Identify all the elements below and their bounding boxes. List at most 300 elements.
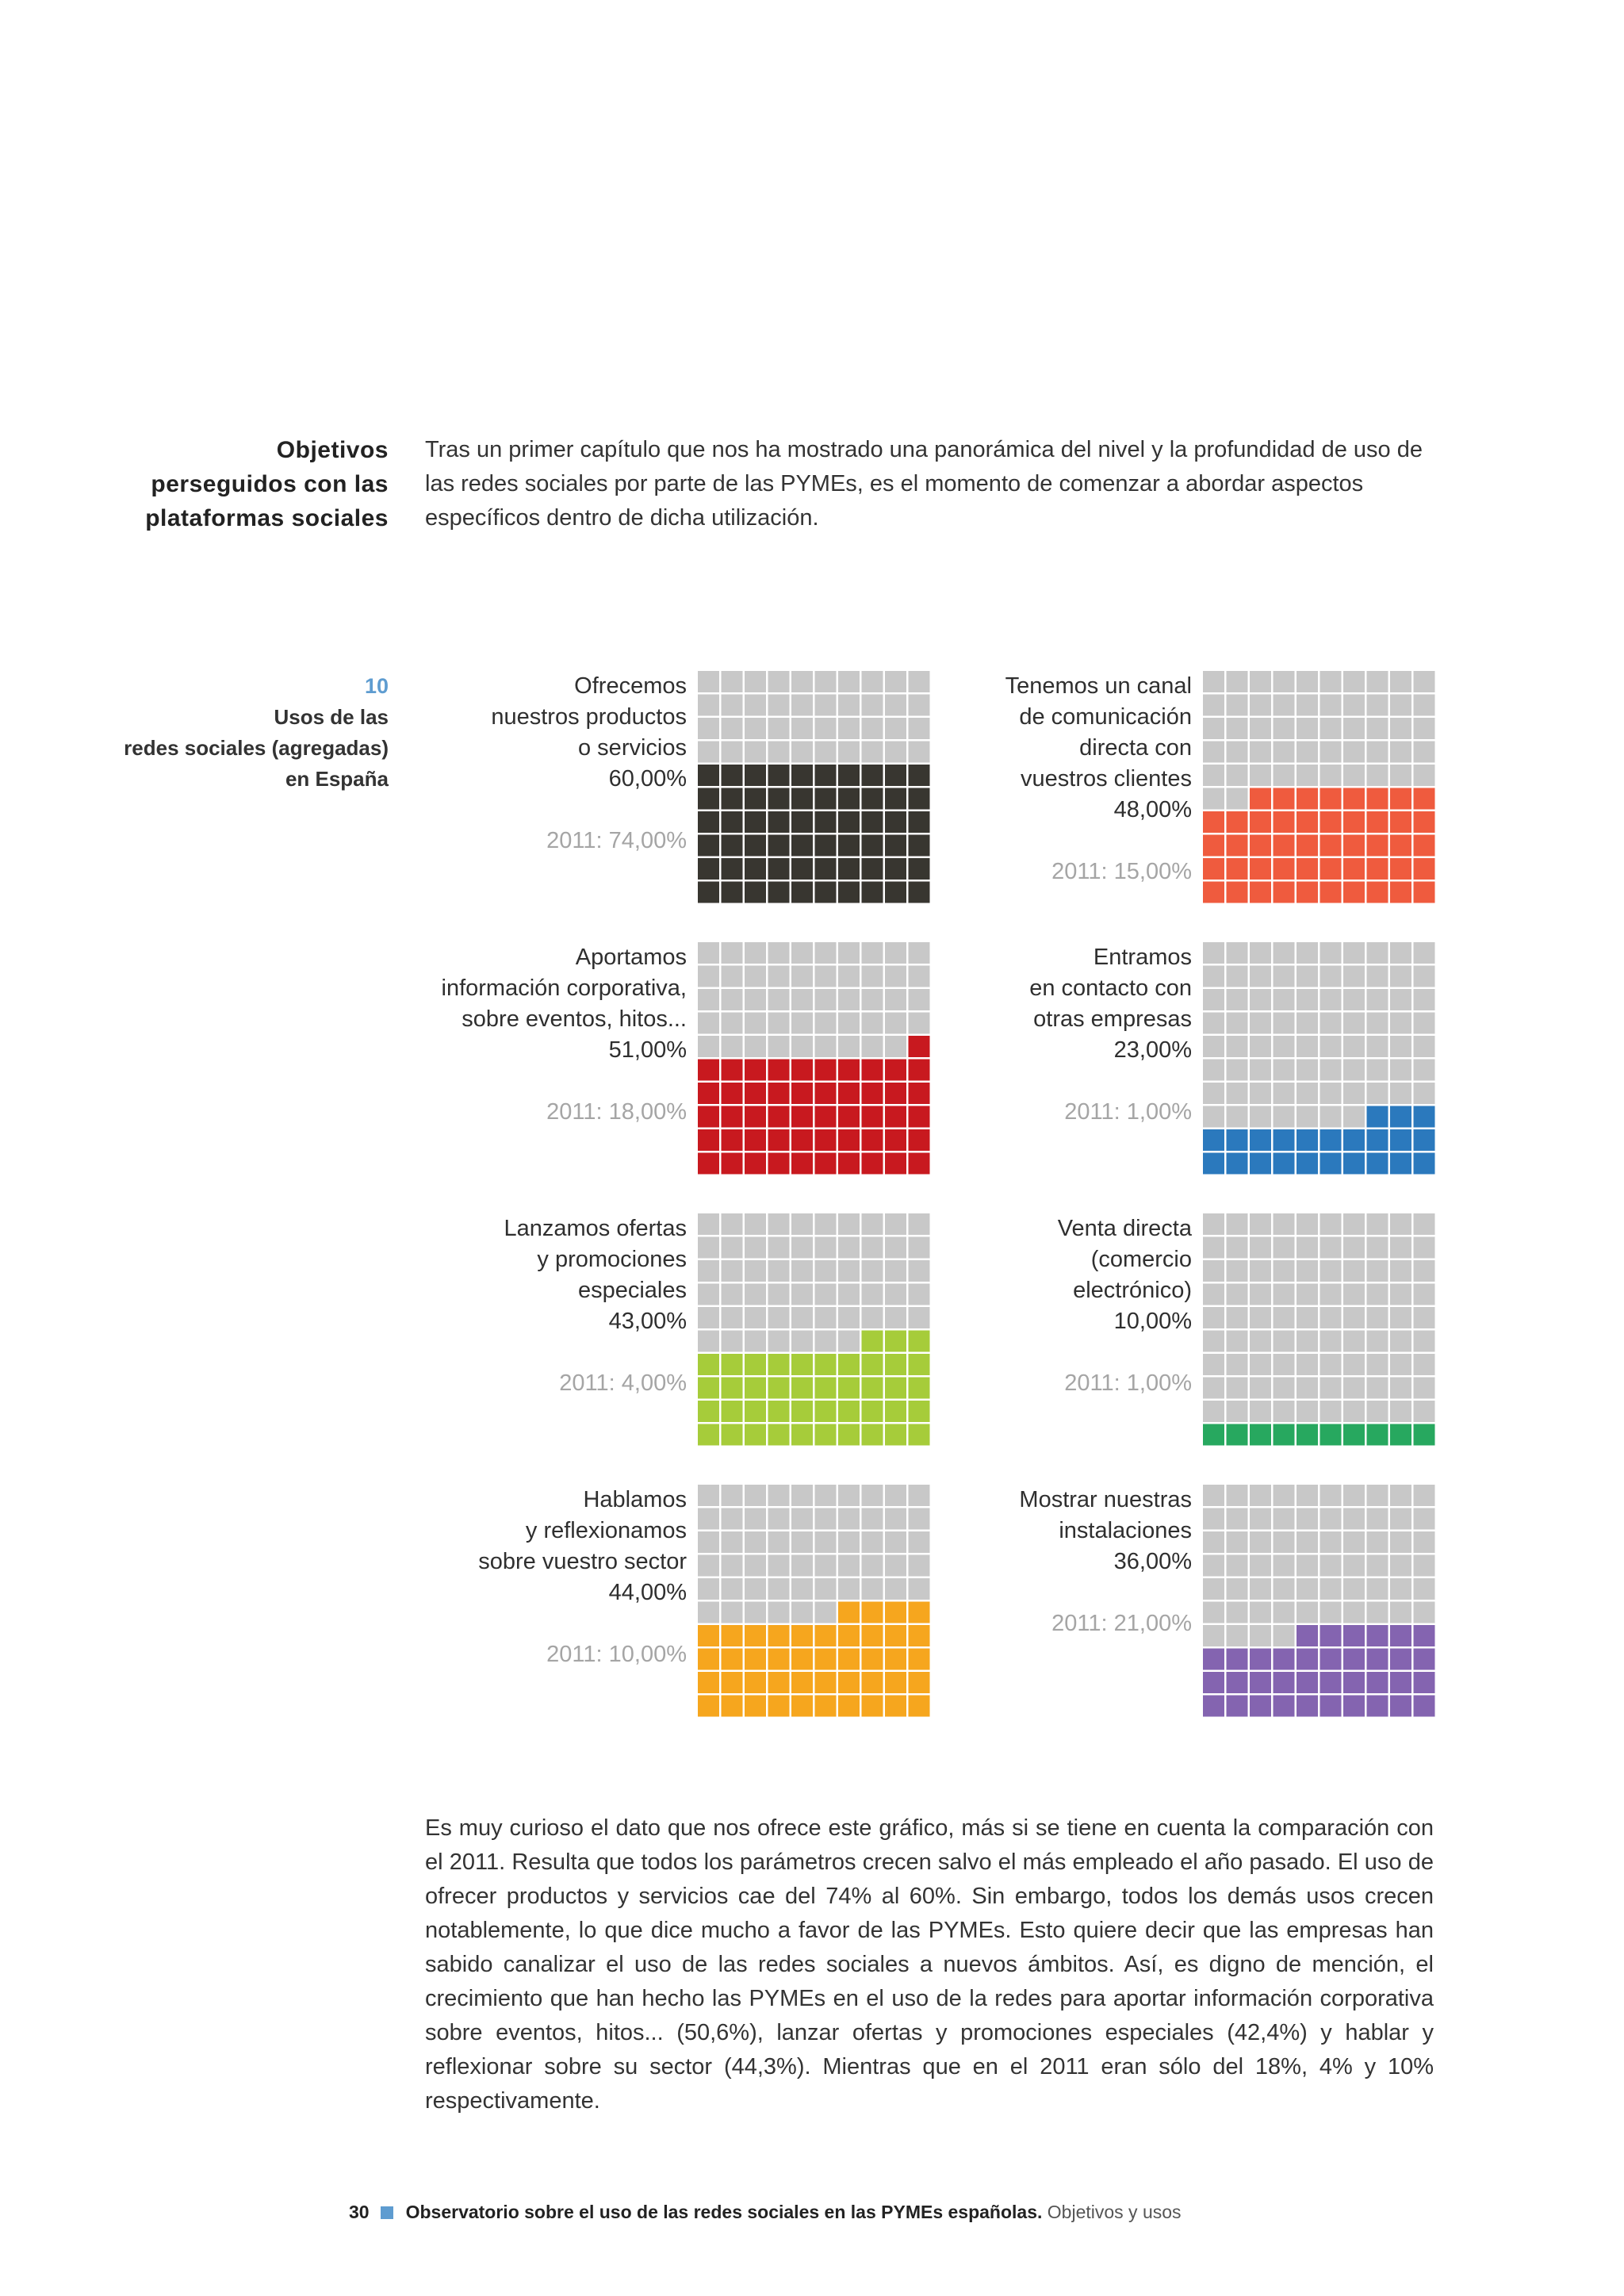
waffle-cell-filled xyxy=(885,1153,906,1175)
waffle-cell-filled xyxy=(838,1354,860,1375)
waffle-cell-empty xyxy=(745,966,766,987)
waffle-cell-filled xyxy=(1367,1129,1388,1151)
panel-label-line: electrónico) xyxy=(1073,1278,1192,1303)
waffle-cell-empty xyxy=(698,1213,719,1235)
waffle-cell-filled xyxy=(745,1696,766,1717)
publication-title: Observatorio sobre el uso de las redes sociales en las PYMEs españolas. xyxy=(405,2202,1043,2222)
waffle-cell-empty xyxy=(1227,966,1248,987)
waffle-cell-filled xyxy=(791,1060,813,1081)
waffle-cell-filled xyxy=(722,1153,743,1175)
waffle-cell-filled xyxy=(745,1649,766,1670)
waffle-cell-filled xyxy=(815,1060,837,1081)
waffle-cell-filled xyxy=(815,1401,837,1422)
waffle-cell-empty xyxy=(1274,1602,1295,1623)
waffle-cell-empty xyxy=(1320,1555,1342,1577)
waffle-cell-filled xyxy=(1390,1696,1411,1717)
waffle-cell-filled xyxy=(698,1649,719,1670)
waffle-cell-empty xyxy=(791,966,813,987)
waffle-cell-empty xyxy=(1203,1331,1224,1352)
waffle-cell-empty xyxy=(791,1555,813,1577)
waffle-cell-filled xyxy=(722,1672,743,1693)
waffle-cell-empty xyxy=(909,942,930,964)
waffle-cell-empty xyxy=(909,1260,930,1282)
waffle-cell-filled xyxy=(1414,1649,1435,1670)
body-paragraph: Es muy curioso el dato que nos ofrece este gráfico, más si se tiene en cuenta la comparación con el 2011. Resulta que todos los parámetros crecen salvo el más empleado el año pasado. El uso de ofrecer productos y servicios cae del 74% al 60%. Sin embargo, todos los demás usos crecen notablemente, lo que dice mucho a favor de las PYMEs. Esto quiere decir que las empresas han sabido canalizar el uso de las redes sociales a nuevos ámbitos. Así, es digno de mención, el crecimiento que han hecho las PYMEs en el uso de la redes para aportar información corporativa sobre eventos, hitos... (50,6%), lanzar ofertas y promociones especiales (42,4%) y hablar y reflexionar sobre su sector (44,3%). Mientras que en el 2011 eran sólo del 18%, 4% y 10% respectivamente. xyxy=(425,1815,1434,2114)
waffle-cell-empty xyxy=(1203,1625,1224,1646)
waffle-cell-empty xyxy=(815,1331,837,1352)
waffle-cell-empty xyxy=(1414,1354,1435,1375)
waffle-cell-filled xyxy=(698,882,719,903)
waffle-cell-empty xyxy=(815,1237,837,1259)
waffle-cell-filled xyxy=(745,882,766,903)
waffle-cell-empty xyxy=(1414,1237,1435,1259)
waffle-cell-filled xyxy=(1250,1696,1271,1717)
waffle-cell-empty xyxy=(1343,1508,1365,1530)
waffle-cell-empty xyxy=(838,695,860,716)
waffle-cell-empty xyxy=(745,1013,766,1034)
waffle-cell-empty xyxy=(791,1013,813,1034)
waffle-cell-empty xyxy=(791,742,813,763)
waffle-cell-empty xyxy=(745,1508,766,1530)
waffle-cell-empty xyxy=(909,671,930,692)
waffle-cell-filled xyxy=(745,1378,766,1399)
waffle-cell-empty xyxy=(698,1555,719,1577)
waffle-cell-filled xyxy=(909,1036,930,1057)
waffle-cell-empty xyxy=(862,695,883,716)
waffle-cell-empty xyxy=(815,1531,837,1553)
waffle-cell-filled xyxy=(815,1696,837,1717)
waffle-cell-empty xyxy=(885,1013,906,1034)
waffle-cell-empty xyxy=(1414,1013,1435,1034)
waffle-cell-filled xyxy=(1390,1153,1411,1175)
waffle-cell-empty xyxy=(1227,1625,1248,1646)
waffle-cell-empty xyxy=(1367,1485,1388,1506)
waffle-cell-filled xyxy=(745,1129,766,1151)
waffle-cell-empty xyxy=(722,1578,743,1600)
waffle-cell-filled xyxy=(1390,788,1411,810)
waffle-cell-empty xyxy=(1297,989,1318,1010)
waffle-cell-empty xyxy=(1390,765,1411,786)
waffle-cell-filled xyxy=(698,1354,719,1375)
waffle-cell-empty xyxy=(862,942,883,964)
waffle-cell-empty xyxy=(1274,695,1295,716)
waffle-cell-empty xyxy=(722,1284,743,1305)
waffle-cell-filled xyxy=(862,835,883,857)
waffle-cell-filled xyxy=(815,858,837,880)
waffle-cell-empty xyxy=(909,1531,930,1553)
waffle-cell-empty xyxy=(745,1485,766,1506)
waffle-cell-filled xyxy=(1297,1129,1318,1151)
waffle-cell-filled xyxy=(1320,1696,1342,1717)
waffle-cell-filled xyxy=(1250,858,1271,880)
waffle-cell-filled xyxy=(1297,788,1318,810)
waffle-cell-empty xyxy=(1343,1401,1365,1422)
waffle-cell-empty xyxy=(1414,1331,1435,1352)
waffle-cell-filled xyxy=(1320,835,1342,857)
waffle-cell-filled xyxy=(1390,1672,1411,1693)
waffle-cell-empty xyxy=(885,966,906,987)
panel-label xyxy=(425,671,687,857)
waffle-cell-empty xyxy=(1274,989,1295,1010)
panel-label-line: sobre eventos, hitos... xyxy=(462,1006,687,1032)
waffle-cell-empty xyxy=(768,1237,790,1259)
waffle-cell-empty xyxy=(1203,1013,1224,1034)
waffle-cell-filled xyxy=(768,1401,790,1422)
waffle-cell-filled xyxy=(909,1378,930,1399)
waffle-cell-filled xyxy=(838,1672,860,1693)
waffle-cell-empty xyxy=(885,1284,906,1305)
waffle-cell-empty xyxy=(1390,1531,1411,1553)
waffle-cell-filled xyxy=(885,1625,906,1646)
waffle-cell-filled xyxy=(909,835,930,857)
panel-label-line: o servicios xyxy=(578,735,687,761)
waffle-cell-empty xyxy=(1390,1555,1411,1577)
waffle-cell-empty xyxy=(745,1331,766,1352)
waffle-cell-filled xyxy=(1367,1649,1388,1670)
waffle-cell-filled xyxy=(909,1672,930,1693)
waffle-cell-empty xyxy=(1250,966,1271,987)
waffle-cell-filled xyxy=(1320,1625,1342,1646)
waffle-cell-empty xyxy=(1274,1013,1295,1034)
panel-label-line: y reflexionamos xyxy=(525,1518,687,1543)
waffle-cell-filled xyxy=(1320,1649,1342,1670)
waffle-cell-filled xyxy=(885,1424,906,1446)
figure-number: 10 xyxy=(364,674,389,698)
waffle-cell-filled xyxy=(768,1354,790,1375)
waffle-cell-filled xyxy=(1250,1424,1271,1446)
waffle-cell-empty xyxy=(1227,1237,1248,1259)
waffle-cell-filled xyxy=(1343,811,1365,833)
waffle-cell-empty xyxy=(745,742,766,763)
panel-label xyxy=(930,942,1192,1128)
waffle-cell-empty xyxy=(815,1555,837,1577)
waffle-cell-empty xyxy=(768,989,790,1010)
waffle-cell-filled xyxy=(1203,1649,1224,1670)
waffle-cell-filled xyxy=(815,811,837,833)
waffle-cell-empty xyxy=(1274,1307,1295,1328)
waffle-cell-filled xyxy=(815,1378,837,1399)
waffle-cell-filled xyxy=(722,1424,743,1446)
section-heading-line: perseguidos con las xyxy=(151,471,389,497)
waffle-cell-empty xyxy=(1390,1083,1411,1104)
waffle-cell-empty xyxy=(1343,1378,1365,1399)
waffle-cell-filled xyxy=(1320,788,1342,810)
waffle-cell-empty xyxy=(1274,1485,1295,1506)
waffle-cell-filled xyxy=(1367,882,1388,903)
waffle-cell-empty xyxy=(815,1508,837,1530)
waffle-cell-empty xyxy=(1203,1036,1224,1057)
waffle-cell-empty xyxy=(1367,1508,1388,1530)
waffle-cell-empty xyxy=(698,1013,719,1034)
waffle-cell-empty xyxy=(1390,695,1411,716)
waffle-cell-empty xyxy=(1227,1531,1248,1553)
waffle-cell-empty xyxy=(1274,1260,1295,1282)
waffle-cell-filled xyxy=(815,1424,837,1446)
waffle-cell-filled xyxy=(768,1060,790,1081)
waffle-cell-empty xyxy=(1320,1578,1342,1600)
waffle-cell-empty xyxy=(1227,1354,1248,1375)
waffle-cell-empty xyxy=(815,1213,837,1235)
panel-label-line: Tenemos un canal xyxy=(1005,673,1192,699)
waffle-cell-filled xyxy=(862,1649,883,1670)
waffle-cell-empty xyxy=(1367,1578,1388,1600)
figure-caption-line: en España xyxy=(285,767,389,791)
waffle-cell-empty xyxy=(838,1013,860,1034)
waffle-cell-filled xyxy=(791,788,813,810)
waffle-cell-filled xyxy=(791,858,813,880)
waffle-cell-empty xyxy=(885,1260,906,1282)
waffle-cell-empty xyxy=(1297,1531,1318,1553)
panel-value: 44,00% xyxy=(608,1580,687,1605)
waffle-cell-empty xyxy=(768,718,790,739)
waffle-cell-filled xyxy=(909,788,930,810)
waffle-cell-filled xyxy=(1297,835,1318,857)
waffle-cell-empty xyxy=(815,1485,837,1506)
waffle-cell-empty xyxy=(1390,671,1411,692)
waffle-cell-filled xyxy=(745,1401,766,1422)
waffle-cell-empty xyxy=(1203,1237,1224,1259)
waffle-panel-canal-clientes xyxy=(930,671,1422,909)
waffle-cell-empty xyxy=(815,742,837,763)
waffle-cell-empty xyxy=(1250,1401,1271,1422)
waffle-cell-empty xyxy=(1297,1555,1318,1577)
panel-label-line: Lanzamos ofertas xyxy=(504,1216,687,1241)
waffle-cell-filled xyxy=(1274,1649,1295,1670)
waffle-cell-empty xyxy=(1414,966,1435,987)
waffle-cell-filled xyxy=(1367,858,1388,880)
waffle-cell-empty xyxy=(722,1036,743,1057)
waffle-cell-empty xyxy=(862,1036,883,1057)
waffle-cell-empty xyxy=(698,1284,719,1305)
waffle-cell-empty xyxy=(722,671,743,692)
waffle-cell-empty xyxy=(1390,1284,1411,1305)
page-number: 30 xyxy=(349,2202,370,2222)
waffle-cell-empty xyxy=(885,718,906,739)
waffle-cell-empty xyxy=(1227,695,1248,716)
waffle-cell-empty xyxy=(1250,1602,1271,1623)
waffle-cell-empty xyxy=(862,1237,883,1259)
waffle-cell-filled xyxy=(909,882,930,903)
waffle-cell-empty xyxy=(1203,1485,1224,1506)
waffle-cell-empty xyxy=(1390,718,1411,739)
panel-label-line: Aportamos xyxy=(575,945,687,970)
waffle-cell-empty xyxy=(1367,1284,1388,1305)
waffle-cell-filled xyxy=(1250,788,1271,810)
waffle-cell-empty xyxy=(698,695,719,716)
waffle-cell-filled xyxy=(768,1378,790,1399)
waffle-cell-filled xyxy=(791,882,813,903)
waffle-cell-filled xyxy=(768,1424,790,1446)
waffle-cell-filled xyxy=(768,811,790,833)
panel-label-line: vuestros clientes xyxy=(1021,766,1192,792)
waffle-cell-empty xyxy=(791,1307,813,1328)
waffle-cell-empty xyxy=(1367,742,1388,763)
waffle-cell-filled xyxy=(791,1106,813,1128)
waffle-cell-filled xyxy=(698,835,719,857)
waffle-cell-empty xyxy=(1250,1213,1271,1235)
waffle-cell-empty xyxy=(1367,1531,1388,1553)
waffle-cell-empty xyxy=(1320,1485,1342,1506)
waffle-cell-empty xyxy=(862,989,883,1010)
waffle-cell-empty xyxy=(1203,718,1224,739)
waffle-cell-empty xyxy=(1320,1508,1342,1530)
waffle-cell-filled xyxy=(768,858,790,880)
waffle-cell-filled xyxy=(745,1424,766,1446)
waffle-cell-empty xyxy=(1343,1354,1365,1375)
waffle-cell-filled xyxy=(722,882,743,903)
waffle-cell-filled xyxy=(722,765,743,786)
waffle-cell-filled xyxy=(885,858,906,880)
waffle-cell-filled xyxy=(722,1083,743,1104)
waffle-cell-filled xyxy=(1367,835,1388,857)
waffle-cell-empty xyxy=(862,1578,883,1600)
waffle-cell-filled xyxy=(838,1696,860,1717)
panel-label-line: de comunicación xyxy=(1019,704,1192,730)
waffle-cell-empty xyxy=(1250,718,1271,739)
waffle-cell-filled xyxy=(838,1153,860,1175)
panel-label-line: Ofrecemos xyxy=(574,673,687,699)
panel-label-line: información corporativa, xyxy=(441,976,687,1001)
waffle-grid xyxy=(1203,1213,1436,1447)
waffle-cell-empty xyxy=(885,1485,906,1506)
waffle-cell-empty xyxy=(1390,1578,1411,1600)
waffle-cell-filled xyxy=(1227,882,1248,903)
waffle-cell-filled xyxy=(698,788,719,810)
waffle-cell-empty xyxy=(791,1602,813,1623)
waffle-cell-empty xyxy=(1250,742,1271,763)
waffle-cell-filled xyxy=(838,1649,860,1670)
waffle-cell-empty xyxy=(1250,942,1271,964)
waffle-cell-filled xyxy=(862,1625,883,1646)
waffle-cell-filled xyxy=(1250,1672,1271,1693)
waffle-cell-empty xyxy=(1274,1060,1295,1081)
waffle-cell-empty xyxy=(1227,671,1248,692)
waffle-cell-empty xyxy=(1367,1602,1388,1623)
waffle-cell-filled xyxy=(1414,858,1435,880)
waffle-cell-filled xyxy=(1390,835,1411,857)
waffle-cell-filled xyxy=(838,811,860,833)
waffle-cell-empty xyxy=(1274,966,1295,987)
waffle-cell-filled xyxy=(768,882,790,903)
waffle-cell-empty xyxy=(1320,942,1342,964)
waffle-cell-filled xyxy=(1203,1672,1224,1693)
waffle-cell-empty xyxy=(1343,1106,1365,1128)
waffle-cell-empty xyxy=(768,1284,790,1305)
figure-caption xyxy=(79,671,389,795)
panel-label-line: directa con xyxy=(1079,735,1192,761)
waffle-cell-empty xyxy=(1274,765,1295,786)
waffle-cell-filled xyxy=(698,1060,719,1081)
waffle-cell-filled xyxy=(1274,858,1295,880)
waffle-cell-filled xyxy=(862,1378,883,1399)
waffle-cell-filled xyxy=(722,1696,743,1717)
waffle-cell-filled xyxy=(862,1696,883,1717)
waffle-cell-empty xyxy=(722,989,743,1010)
waffle-cell-empty xyxy=(1367,989,1388,1010)
waffle-cell-filled xyxy=(909,765,930,786)
waffle-cell-empty xyxy=(838,1531,860,1553)
waffle-cell-filled xyxy=(1343,1696,1365,1717)
waffle-cell-empty xyxy=(791,1531,813,1553)
waffle-cell-empty xyxy=(1367,1378,1388,1399)
waffle-cell-empty xyxy=(722,718,743,739)
waffle-cell-empty xyxy=(698,718,719,739)
waffle-cell-empty xyxy=(791,1260,813,1282)
waffle-cell-filled xyxy=(909,1331,930,1352)
waffle-cell-empty xyxy=(745,1602,766,1623)
waffle-cell-empty xyxy=(909,742,930,763)
waffle-cell-empty xyxy=(722,1307,743,1328)
waffle-cell-filled xyxy=(1274,1424,1295,1446)
waffle-cell-empty xyxy=(1320,695,1342,716)
waffle-cell-filled xyxy=(815,1672,837,1693)
waffle-cell-filled xyxy=(885,1672,906,1693)
panel-label-line: y promociones xyxy=(537,1247,687,1272)
waffle-cell-empty xyxy=(909,989,930,1010)
waffle-cell-empty xyxy=(768,1602,790,1623)
waffle-cell-empty xyxy=(815,966,837,987)
waffle-cell-filled xyxy=(1274,1696,1295,1717)
waffle-cell-empty xyxy=(1390,1307,1411,1328)
waffle-cell-filled xyxy=(1414,1672,1435,1693)
waffle-cell-empty xyxy=(1274,1531,1295,1553)
waffle-cell-empty xyxy=(1343,1485,1365,1506)
waffle-cell-filled xyxy=(745,765,766,786)
waffle-panel-venta-directa xyxy=(930,1213,1422,1451)
waffle-cell-filled xyxy=(909,1129,930,1151)
waffle-cell-filled xyxy=(722,858,743,880)
waffle-cell-filled xyxy=(1343,1153,1365,1175)
waffle-cell-empty xyxy=(1274,1106,1295,1128)
waffle-cell-empty xyxy=(1367,1013,1388,1034)
waffle-cell-empty xyxy=(1274,942,1295,964)
waffle-cell-empty xyxy=(1274,671,1295,692)
waffle-grid xyxy=(698,671,931,904)
waffle-cell-empty xyxy=(791,1213,813,1235)
waffle-cell-empty xyxy=(1414,765,1435,786)
waffle-cell-empty xyxy=(745,1555,766,1577)
waffle-cell-filled xyxy=(745,835,766,857)
waffle-cell-empty xyxy=(1414,989,1435,1010)
waffle-cell-empty xyxy=(1343,1555,1365,1577)
waffle-cell-empty xyxy=(698,1331,719,1352)
waffle-cell-filled xyxy=(1320,1672,1342,1693)
waffle-cell-empty xyxy=(862,718,883,739)
waffle-cell-filled xyxy=(1320,1153,1342,1175)
waffle-cell-empty xyxy=(815,1307,837,1328)
waffle-grid xyxy=(1203,1485,1436,1718)
waffle-cell-empty xyxy=(1343,1578,1365,1600)
waffle-cell-filled xyxy=(1343,1672,1365,1693)
waffle-cell-empty xyxy=(1274,1237,1295,1259)
waffle-cell-empty xyxy=(1414,742,1435,763)
waffle-cell-filled xyxy=(768,1696,790,1717)
waffle-cell-empty xyxy=(791,942,813,964)
waffle-cell-empty xyxy=(862,1284,883,1305)
panel-label xyxy=(425,1485,687,1670)
waffle-cell-empty xyxy=(1227,1331,1248,1352)
waffle-cell-empty xyxy=(722,1013,743,1034)
waffle-cell-empty xyxy=(1250,1485,1271,1506)
panel-label-line: Entramos xyxy=(1093,945,1192,970)
waffle-cell-filled xyxy=(815,835,837,857)
waffle-cell-filled xyxy=(745,811,766,833)
waffle-cell-empty xyxy=(1297,1060,1318,1081)
waffle-cell-empty xyxy=(862,1531,883,1553)
waffle-cell-empty xyxy=(1203,742,1224,763)
waffle-cell-empty xyxy=(909,1508,930,1530)
waffle-cell-empty xyxy=(791,1508,813,1530)
